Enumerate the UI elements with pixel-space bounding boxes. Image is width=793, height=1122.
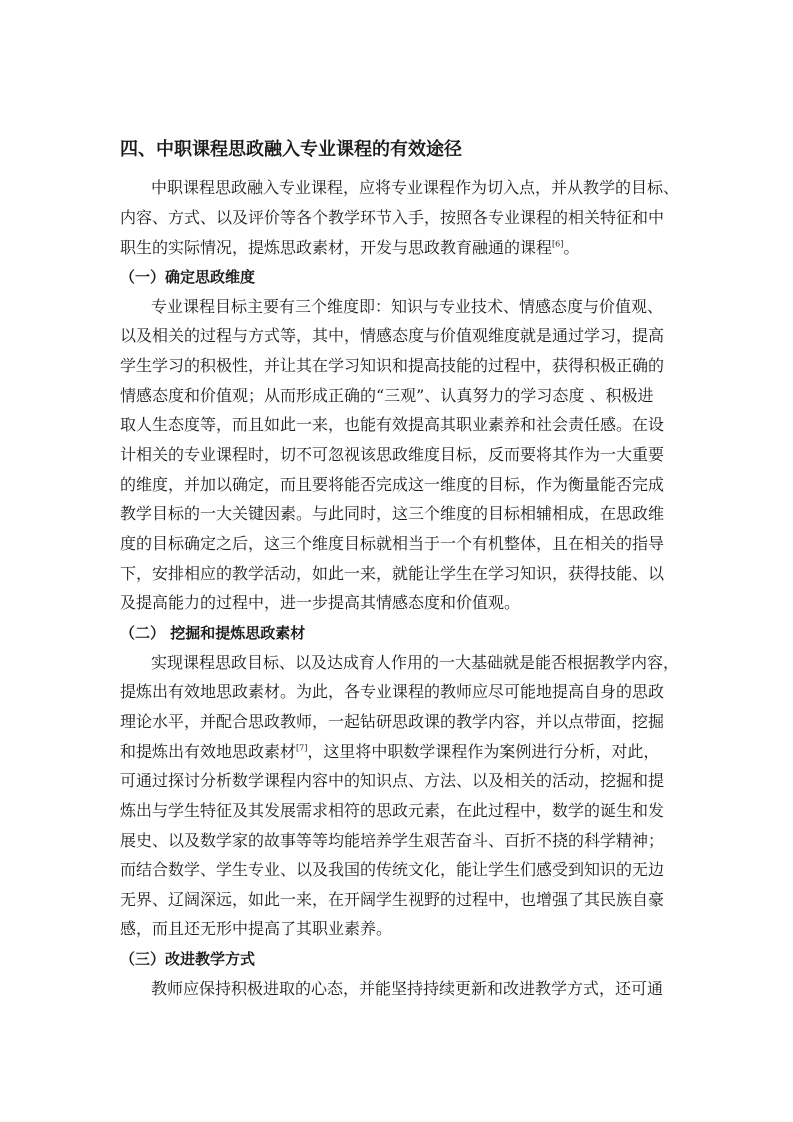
paragraph-line: 提炼出有效地思政素材。为此，各专业课程的教师应尽可能地提高自身的思政 [120, 682, 665, 701]
paragraph-line: 炼出与学生特征及其发展需求相符的思政元素，在此过程中，数学的诞生和发 [120, 801, 665, 820]
paragraph-line: 理论水平，并配合思政教师，一起钻研思政课的教学内容，并以点带面，挖掘 [120, 712, 665, 731]
paragraph-line: 无界、辽阔深远，如此一来，在开阔学生视野的过程中，也增强了其民族自豪 [120, 890, 665, 909]
citation: [7] [296, 743, 308, 753]
paragraph-line: 学生学习的积极性，并让其在学习知识和提高技能的过程中，获得积极正确的 [120, 356, 665, 375]
paragraph-line: 感，而且还无形中提高了其职业素养。 [120, 919, 393, 938]
paragraph-line: 取人生态度等，而且如此一来，也能有效提高其职业素养和社会责任感。在设 [120, 415, 665, 434]
paragraph-line: 及提高能力的过程中，进一步提高其情感态度和价值观。 [120, 593, 521, 612]
paragraph-line: 情感态度和价值观；从而形成正确的“三观”、认真努力的学习态度 、积极进 [120, 386, 654, 405]
paragraph-line: 计相关的专业课程时，切不可忽视该思政维度目标，反而要将其作为一大重要 [120, 445, 665, 464]
paragraph-line: 以及相关的过程与方式等，其中，情感态度与价值观维度就是通过学习，提高 [120, 326, 665, 345]
paragraph-line: 中职课程思政融入专业课程，应将专业课程作为切入点，并从教学的目标、 [151, 178, 680, 197]
paragraph-line: 展史、以及数学家的故事等等均能培养学生艰苦奋斗、百折不挠的科学精神； [120, 831, 665, 850]
paragraph-line: 教学目标的一大关键因素。与此同时，这三个维度的目标相辅相成，在思政维 [120, 504, 665, 523]
paragraph-line: 内容、方式、以及评价等各个教学环节入手，按照各专业课程的相关特征和中 [120, 208, 665, 227]
paragraph-line: 度的目标确定之后，这三个维度目标就相当于一个有机整体，且在相关的指导 [120, 534, 665, 553]
paragraph-line: 教师应保持积极进取的心态，并能坚持持续更新和改进教学方式，还可通 [151, 979, 664, 998]
paragraph-line: 专业课程目标主要有三个维度即：知识与专业技术、情感态度与价值观、 [151, 297, 664, 316]
paragraph-text: ，这里将中职数学课程作为案例进行分析，对此， [307, 742, 660, 761]
paragraph-line: 实现课程思政目标、以及达成育人作用的一大基础就是能否根据教学内容， [151, 653, 680, 672]
paragraph-text: 职生的实际情况，提炼思政素材，开发与思政教育融通的课程 [120, 238, 553, 257]
paragraph-text: 和提炼出有效地思政素材 [120, 742, 297, 761]
paragraph-line: 的维度，并加以确定，而且要将能否完成这一维度的目标，作为衡量能否完成 [120, 475, 665, 494]
citation: [6] [552, 239, 564, 249]
paragraph-line [120, 741, 680, 763]
paragraph-line: 可通过探讨分析数学课程内容中的知识点、方法、以及相关的活动，挖掘和提 [120, 771, 665, 790]
section-title: 四、中职课程思政融入专业课程的有效途径 [120, 139, 462, 160]
subsection-heading: （二） 挖掘和提炼思政素材 [120, 624, 306, 642]
subsection-heading: （一）确定思政维度 [120, 268, 256, 286]
paragraph-line: 而结合数学、学生专业、以及我国的传统文化，能让学生们感受到知识的无边 [120, 860, 665, 879]
subsection-heading: （三）改进教学方式 [120, 950, 256, 968]
paragraph-line: 下，安排相应的教学活动，如此一来，就能让学生在学习知识，获得技能、以 [120, 564, 665, 583]
paragraph-line [120, 237, 680, 259]
paragraph-text: 。 [563, 238, 580, 257]
